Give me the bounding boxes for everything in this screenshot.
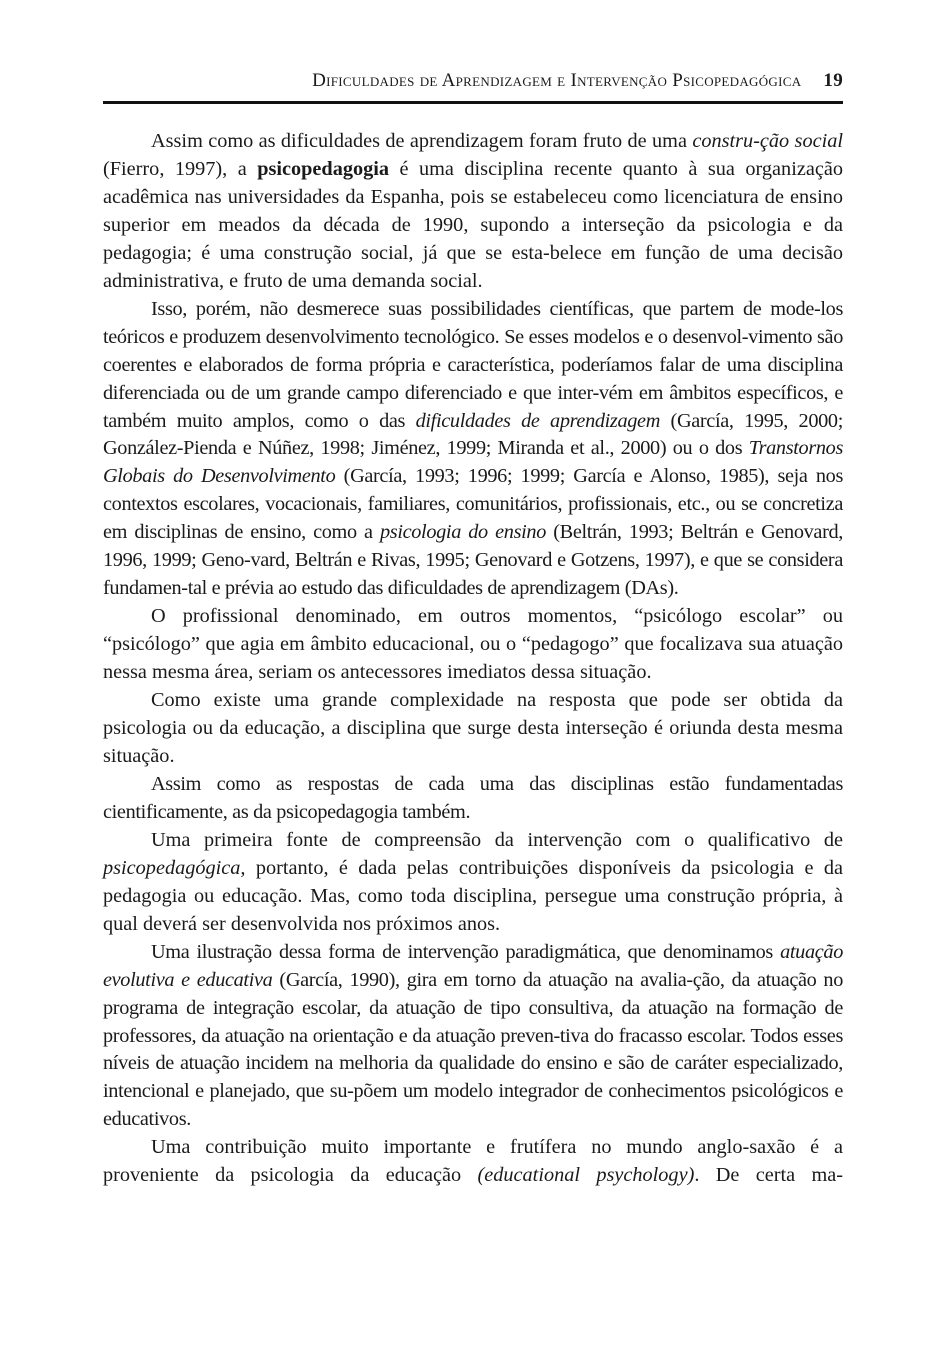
text-run: (Fierro, 1997), a <box>103 157 258 180</box>
text-run: Isso, porém, não desmerece suas possibilidades científicas, que partem de mode-los teóricos e produzem desenvolvimento tecnológico. Se esses modelos e o desenvol-vimento são coerentes e elaborados de forma própria e característica, poderíamos falar de uma disciplina diferenciada ou de um grande campo diferenciado e que inter-vém em âmbitos específicos, e também muito amplos, como o das <box>103 297 843 432</box>
italic-term: dificuldades de aprendizagem <box>415 409 661 432</box>
page-number: 19 <box>823 70 843 91</box>
paragraph-5: Assim como as respostas de cada uma das disciplinas estão fundamentadas cientificamente, as da psicopedagogia também. <box>103 772 843 823</box>
text-run: Uma primeira fonte de compreensão da intervenção com o qualificativo de <box>151 828 843 851</box>
italic-term: atuação evolutiva e educativa <box>103 940 843 991</box>
italic-term: psicopedagógica, <box>103 856 246 879</box>
text-run: (García, 1995, 2000; González-Pienda e Núñez, 1998; Jiménez, 1999; Miranda et al., 2000) ou o dos <box>103 409 843 460</box>
paragraph-4: Como existe uma grande complexidade na resposta que pode ser obtida da psicologia ou da educação, a disciplina que surge desta interseção é oriunda desta mesma situação. <box>103 689 843 767</box>
paragraph-7 <box>103 939 843 1135</box>
italic-term: constru-ção social <box>692 130 843 152</box>
running-header <box>103 68 843 94</box>
paragraph-6 <box>103 827 843 939</box>
text-run: (García, 1993; 1996; 1999; García e Alonso, 1985), seja nos contextos escolares, vocacionais, familiares, comunitários, profissionais, etc., ou se concretiza em disciplinas de ensino, como a <box>103 465 843 544</box>
text-run: Uma ilustração dessa forma de intervenção paradigmática, que denominamos <box>151 940 781 963</box>
italic-term: psicologia do ensino <box>379 521 546 544</box>
italic-term: (educational psychology) <box>477 1164 695 1187</box>
paragraph-2 <box>103 296 843 603</box>
paragraph-1 <box>103 128 843 296</box>
text-run: . De certa ma- <box>694 1164 843 1187</box>
text-run: (Beltrán, 1993; Beltrán e Genovard, 1996, 1999; Geno-vard, Beltrán e Rivas, 1995; Genovard e Gotzens, 1997), e que se considera fundamen-tal e prévia ao estudo das dificuldades de aprendizagem (DAs). <box>103 521 843 600</box>
header-rule <box>103 101 843 104</box>
text-run: é uma disciplina recente quanto à sua organização acadêmica nas universidades da Espanha, pois se estabeleceu como licenciatura de ensino superior em meados da década de 1990, supondo a interseção da psicologia e da pedagogia; é uma construção social, já que se esta-belece em função de uma decisão administrativa, e fruto de uma demanda social. <box>103 157 843 292</box>
body-text <box>103 128 843 1190</box>
paragraph-3: O profissional denominado, em outros momentos, “psicólogo escolar” ou “psicólogo” que agia em âmbito educacional, ou o “pedagogo” que focalizava sua atuação nessa mesma área, seriam os antecessores imediatos dessa situação. <box>103 605 843 684</box>
running-title: Dificuldades de Aprendizagem e Intervenção Psicopedagógica <box>312 70 802 91</box>
text-run: Uma contribuição muito importante e frutífera no mundo anglo-saxão é a proveniente da psicologia da educação <box>103 1136 843 1187</box>
italic-term: Transtornos Globais do Desenvolvimento <box>103 437 843 488</box>
bold-term: psicopedagogia <box>257 157 390 180</box>
text-run: portanto, é dada pelas contribuições disponíveis da psicologia e da pedagogia ou educação. Mas, como toda disciplina, persegue uma construção própria, à qual deverá ser desenvolvida nos próximos anos. <box>103 856 843 935</box>
paragraph-8 <box>103 1134 843 1190</box>
text-run: (García, 1990), gira em torno da atuação na avalia-ção, da atuação no programa de integração escolar, da atuação de tipo consultiva, da atuação na formação de professores, da atuação na orientação e da atuação preven-tiva do fracasso escolar. Todos esses níveis de atuação incidem na melhoria da qualidade do ensino e são de caráter especializado, intencional e planejado, que su-põem um modelo integrador de conhecimentos psicológicos e educativos. <box>103 968 843 1131</box>
text-run: Assim como as dificuldades de aprendizagem foram fruto de uma <box>151 130 693 152</box>
